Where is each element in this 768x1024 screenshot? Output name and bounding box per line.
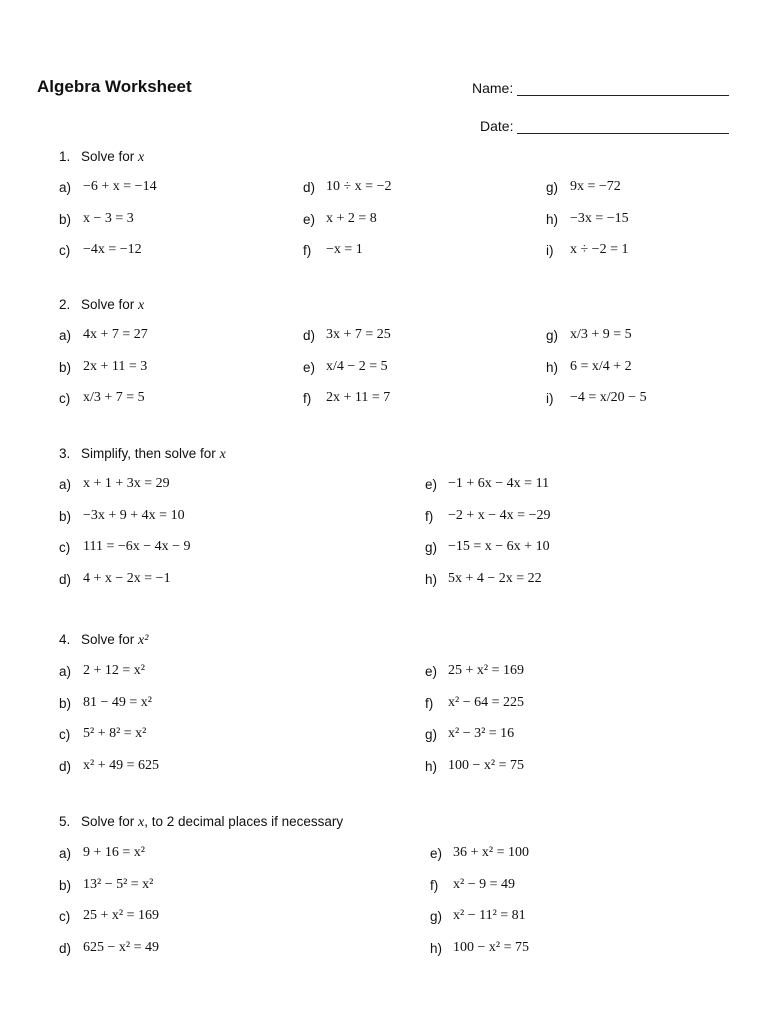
problem-letter: e) <box>430 846 443 861</box>
problem-letter: e) <box>303 212 316 227</box>
problem-equation: x ÷ −2 = 1 <box>570 242 629 257</box>
problem-letter: f) <box>425 509 434 524</box>
problem-equation: 5² + 8² = x² <box>83 726 147 741</box>
problem-equation: 2x + 11 = 7 <box>326 390 391 405</box>
problem-letter: g) <box>546 328 559 343</box>
problem-equation: x/3 + 7 = 5 <box>83 390 145 405</box>
problem-equation: x + 1 + 3x = 29 <box>83 476 170 491</box>
problem-letter: e) <box>425 664 438 679</box>
problem-letter: g) <box>430 909 443 924</box>
section-instruction-suffix: , to 2 decimal places if necessary <box>144 814 344 829</box>
section-instruction: Solve for <box>81 632 135 647</box>
problem-letter: e) <box>303 360 316 375</box>
section-variable: x <box>138 298 145 313</box>
problem-equation: −2 + x − 4x = −29 <box>448 508 551 523</box>
problem-equation: 2 + 12 = x² <box>83 663 145 678</box>
problem-letter: c) <box>59 727 71 742</box>
name-blank-line <box>517 81 729 96</box>
problem-letter: a) <box>59 846 72 861</box>
problem-equation: 81 − 49 = x² <box>83 695 152 710</box>
section-number: 1. <box>59 149 71 164</box>
problem-equation: x² − 64 = 225 <box>448 695 524 710</box>
problem-letter: g) <box>425 540 438 555</box>
problem-letter: a) <box>59 477 72 492</box>
problem-letter: b) <box>59 878 72 893</box>
problem-equation: 3x + 7 = 25 <box>326 327 391 342</box>
problem-letter: i) <box>546 243 554 258</box>
name-field <box>472 80 729 96</box>
problem-equation: −3x + 9 + 4x = 10 <box>83 508 185 523</box>
problem-equation: x − 3 = 3 <box>83 211 134 226</box>
problem-equation: 36 + x² = 100 <box>453 845 529 860</box>
problem-letter: a) <box>59 180 72 195</box>
date-blank-line <box>517 119 729 134</box>
problem-letter: d) <box>59 759 72 774</box>
problem-equation: −15 = x − 6x + 10 <box>448 539 550 554</box>
problem-letter: b) <box>59 212 72 227</box>
section-number: 3. <box>59 446 71 461</box>
problem-equation: −4 = x/20 − 5 <box>570 390 647 405</box>
page-title: Algebra Worksheet <box>37 77 192 96</box>
section-5-title <box>59 814 343 831</box>
problem-letter: g) <box>425 727 438 742</box>
problem-equation: 100 − x² = 75 <box>453 940 529 955</box>
problem-equation: 10 ÷ x = −2 <box>326 179 392 194</box>
section-number: 5. <box>59 814 71 829</box>
problem-letter: d) <box>59 572 72 587</box>
problem-letter: f) <box>425 696 434 711</box>
problem-letter: b) <box>59 696 72 711</box>
problem-equation: 25 + x² = 169 <box>448 663 524 678</box>
problem-equation: x² + 49 = 625 <box>83 758 159 773</box>
name-label: Name: <box>472 80 514 96</box>
problem-letter: e) <box>425 477 438 492</box>
section-3-title <box>59 446 226 463</box>
date-field <box>480 118 729 134</box>
problem-letter: c) <box>59 243 71 258</box>
section-number: 4. <box>59 632 71 647</box>
problem-equation: x/3 + 9 = 5 <box>570 327 632 342</box>
problem-letter: a) <box>59 664 72 679</box>
problem-equation: −3x = −15 <box>570 211 629 226</box>
problem-equation: −x = 1 <box>326 242 363 257</box>
problem-equation: 9 + 16 = x² <box>83 845 145 860</box>
problem-equation: 111 = −6x − 4x − 9 <box>83 539 191 554</box>
problem-letter: h) <box>430 941 443 956</box>
problem-letter: b) <box>59 509 72 524</box>
problem-equation: −1 + 6x − 4x = 11 <box>448 476 550 491</box>
section-variable: x <box>138 815 145 830</box>
problem-equation: 5x + 4 − 2x = 22 <box>448 571 542 586</box>
section-2-title <box>59 297 144 314</box>
section-4-title <box>59 632 148 649</box>
problem-equation: 4 + x − 2x = −1 <box>83 571 171 586</box>
section-1-title <box>59 149 144 166</box>
problem-letter: b) <box>59 360 72 375</box>
problem-equation: 625 − x² = 49 <box>83 940 159 955</box>
problem-equation: 6 = x/4 + 2 <box>570 359 632 374</box>
problem-equation: x² − 11² = 81 <box>453 908 526 923</box>
problem-equation: 13² − 5² = x² <box>83 877 154 892</box>
problem-letter: c) <box>59 909 71 924</box>
problem-letter: d) <box>303 180 316 195</box>
problem-equation: 2x + 11 = 3 <box>83 359 148 374</box>
problem-equation: 4x + 7 = 27 <box>83 327 148 342</box>
section-variable: x <box>219 447 226 462</box>
problem-letter: h) <box>425 759 438 774</box>
problem-equation: 100 − x² = 75 <box>448 758 524 773</box>
section-instruction: Solve for <box>81 149 135 164</box>
problem-letter: a) <box>59 328 72 343</box>
problem-letter: d) <box>303 328 316 343</box>
problem-letter: f) <box>303 243 312 258</box>
problem-equation: 25 + x² = 169 <box>83 908 159 923</box>
problem-letter: f) <box>430 878 439 893</box>
problem-equation: x + 2 = 8 <box>326 211 377 226</box>
problem-letter: i) <box>546 391 554 406</box>
problem-equation: x/4 − 2 = 5 <box>326 359 388 374</box>
problem-letter: d) <box>59 941 72 956</box>
problem-equation: −6 + x = −14 <box>83 179 157 194</box>
problem-equation: x² − 3² = 16 <box>448 726 515 741</box>
problem-letter: c) <box>59 540 71 555</box>
section-number: 2. <box>59 297 71 312</box>
section-instruction: Simplify, then solve for <box>81 446 216 461</box>
section-variable: x² <box>138 633 149 648</box>
problem-letter: g) <box>546 180 559 195</box>
problem-letter: h) <box>546 212 559 227</box>
problem-equation: −4x = −12 <box>83 242 142 257</box>
problem-letter: h) <box>425 572 438 587</box>
problem-equation: x² − 9 = 49 <box>453 877 515 892</box>
problem-letter: c) <box>59 391 71 406</box>
section-instruction: Solve for <box>81 814 135 829</box>
section-instruction: Solve for <box>81 297 135 312</box>
problem-equation: 9x = −72 <box>570 179 621 194</box>
problem-letter: h) <box>546 360 559 375</box>
problem-letter: f) <box>303 391 312 406</box>
date-label: Date: <box>480 118 514 134</box>
section-variable: x <box>138 150 145 165</box>
